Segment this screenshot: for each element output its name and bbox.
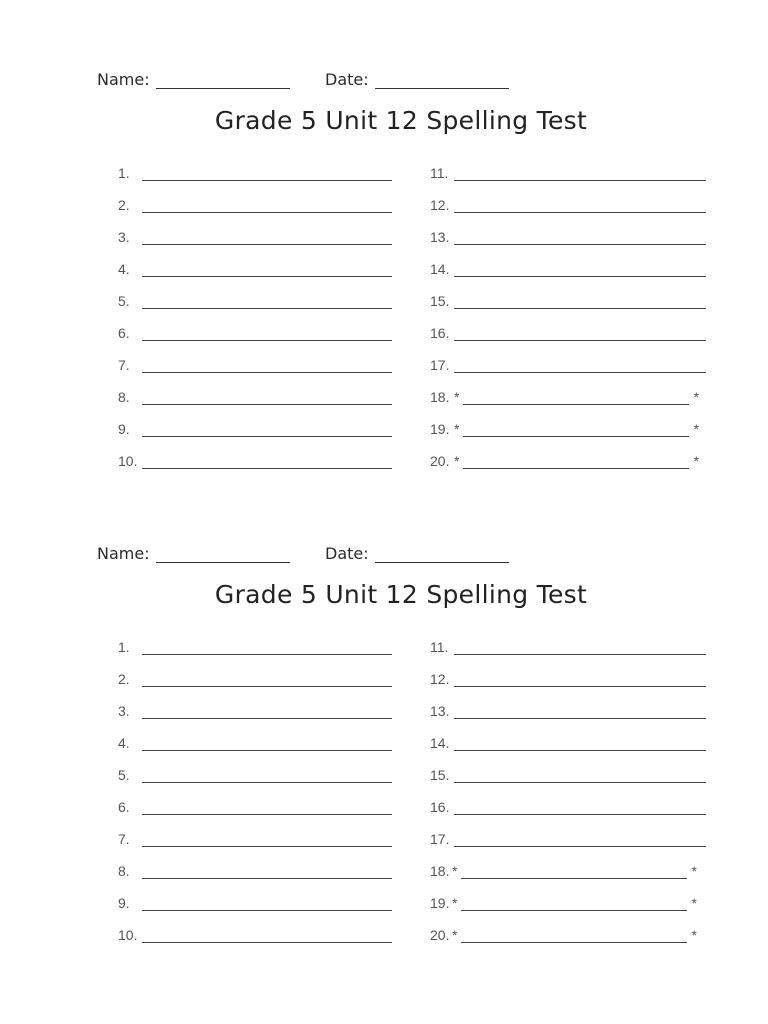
date-field	[325, 70, 509, 89]
list-item	[430, 655, 706, 687]
list-item	[430, 751, 706, 783]
list-item	[430, 623, 706, 655]
item-number: 3.	[118, 229, 130, 245]
list-item	[118, 149, 392, 181]
item-number: 14.	[430, 261, 450, 277]
answer-line	[454, 358, 706, 373]
answer-line	[142, 166, 392, 181]
answer-line	[142, 358, 392, 373]
list-item	[118, 687, 392, 719]
item-number: 1.	[118, 165, 130, 181]
item-number: 5.	[118, 767, 130, 783]
item-number: 17.	[430, 831, 450, 847]
star-marker: *	[452, 895, 458, 911]
item-number: 12.	[430, 197, 450, 213]
answer-line	[142, 800, 392, 815]
star-marker: *	[452, 927, 458, 943]
star-marker: *	[693, 389, 699, 405]
list-item	[118, 783, 392, 815]
item-number: 8.	[118, 389, 130, 405]
date-label: Date:	[325, 70, 369, 89]
item-number: 11.	[430, 639, 449, 655]
star-marker: *	[452, 863, 458, 879]
word-list-left	[118, 623, 392, 943]
name-label: Name:	[97, 544, 150, 563]
answer-line	[454, 736, 706, 751]
answer-line	[461, 928, 687, 943]
name-field	[97, 70, 290, 89]
list-item	[430, 815, 706, 847]
answer-line	[454, 294, 706, 309]
answer-line	[463, 454, 689, 469]
list-item	[118, 911, 392, 943]
answer-line	[454, 800, 706, 815]
list-item	[118, 309, 392, 341]
item-number: 16.	[430, 325, 450, 341]
item-number: 12.	[430, 671, 450, 687]
star-marker: *	[693, 453, 699, 469]
list-item	[118, 437, 392, 469]
answer-line	[454, 832, 706, 847]
answer-line	[142, 326, 392, 341]
list-item	[118, 719, 392, 751]
list-item	[118, 277, 392, 309]
answer-line	[463, 390, 689, 405]
bonus-list-item	[430, 911, 706, 943]
item-number: 11.	[430, 165, 449, 181]
item-number: 9.	[118, 421, 130, 437]
answer-line	[142, 672, 392, 687]
header-fields	[97, 70, 537, 98]
item-number: 20.	[430, 453, 450, 469]
item-number: 2.	[118, 197, 130, 213]
answer-line	[142, 896, 392, 911]
answer-line	[142, 768, 392, 783]
item-number: 9.	[118, 895, 130, 911]
name-blank	[156, 72, 290, 89]
date-label: Date:	[325, 544, 369, 563]
bonus-list-item	[430, 879, 706, 911]
list-item	[430, 783, 706, 815]
item-number: 14.	[430, 735, 450, 751]
list-item	[118, 623, 392, 655]
item-number: 19.	[430, 421, 450, 437]
date-field	[325, 544, 509, 563]
list-item	[430, 181, 706, 213]
answer-line	[142, 198, 392, 213]
item-number: 7.	[118, 357, 130, 373]
answer-line	[454, 166, 706, 181]
star-marker: *	[454, 389, 460, 405]
list-item	[118, 751, 392, 783]
word-list-right	[430, 623, 706, 943]
star-marker: *	[454, 421, 460, 437]
date-blank	[375, 72, 509, 89]
item-number: 16.	[430, 799, 450, 815]
bonus-list-item	[430, 373, 706, 405]
item-number: 18.	[430, 389, 450, 405]
star-marker: *	[691, 927, 697, 943]
answer-line	[454, 198, 706, 213]
answer-line	[454, 768, 706, 783]
item-number: 7.	[118, 831, 130, 847]
answer-line	[142, 230, 392, 245]
list-item	[430, 309, 706, 341]
list-item	[430, 245, 706, 277]
list-item	[118, 373, 392, 405]
item-number: 3.	[118, 703, 130, 719]
answer-line	[142, 640, 392, 655]
item-number: 15.	[430, 293, 450, 309]
item-number: 18.	[430, 863, 450, 879]
answer-line	[142, 704, 392, 719]
answer-line	[142, 294, 392, 309]
item-number: 10.	[118, 927, 138, 943]
bonus-list-item	[430, 405, 706, 437]
header-fields	[97, 544, 537, 572]
item-number: 13.	[430, 703, 450, 719]
answer-line	[142, 832, 392, 847]
list-item	[430, 341, 706, 373]
star-marker: *	[693, 421, 699, 437]
answer-line	[454, 672, 706, 687]
item-number: 6.	[118, 325, 130, 341]
answer-line	[142, 262, 392, 277]
star-marker: *	[454, 453, 460, 469]
item-number: 20.	[430, 927, 450, 943]
answer-line	[454, 326, 706, 341]
list-item	[118, 341, 392, 373]
list-item	[430, 277, 706, 309]
list-item	[118, 655, 392, 687]
answer-line	[142, 928, 392, 943]
item-number: 2.	[118, 671, 130, 687]
answer-line	[142, 390, 392, 405]
answer-line	[461, 864, 687, 879]
answer-line	[463, 422, 689, 437]
answer-line	[142, 422, 392, 437]
bonus-list-item	[430, 437, 706, 469]
list-item	[430, 213, 706, 245]
answer-line	[454, 640, 706, 655]
date-blank	[375, 546, 509, 563]
name-blank	[156, 546, 290, 563]
word-list-left	[118, 149, 392, 469]
star-marker: *	[691, 895, 697, 911]
list-item	[118, 181, 392, 213]
list-item	[430, 687, 706, 719]
word-list-right	[430, 149, 706, 469]
item-number: 17.	[430, 357, 450, 373]
name-label: Name:	[97, 70, 150, 89]
answer-line	[454, 704, 706, 719]
item-number: 1.	[118, 639, 130, 655]
list-item	[118, 245, 392, 277]
star-marker: *	[691, 863, 697, 879]
list-item	[118, 815, 392, 847]
answer-line	[454, 262, 706, 277]
item-number: 10.	[118, 453, 138, 469]
answer-line	[142, 864, 392, 879]
item-number: 8.	[118, 863, 130, 879]
item-number: 4.	[118, 261, 130, 277]
bonus-list-item	[430, 847, 706, 879]
list-item	[118, 213, 392, 245]
list-item	[430, 149, 706, 181]
name-field	[97, 544, 290, 563]
page-title: Grade 5 Unit 12 Spelling Test	[214, 580, 588, 609]
list-item	[118, 879, 392, 911]
answer-line	[461, 896, 687, 911]
item-number: 19.	[430, 895, 450, 911]
list-item	[118, 847, 392, 879]
list-item	[118, 405, 392, 437]
answer-line	[142, 454, 392, 469]
item-number: 6.	[118, 799, 130, 815]
answer-line	[142, 736, 392, 751]
item-number: 15.	[430, 767, 450, 783]
item-number: 5.	[118, 293, 130, 309]
list-item	[430, 719, 706, 751]
page-title: Grade 5 Unit 12 Spelling Test	[214, 106, 588, 135]
item-number: 13.	[430, 229, 450, 245]
item-number: 4.	[118, 735, 130, 751]
answer-line	[454, 230, 706, 245]
